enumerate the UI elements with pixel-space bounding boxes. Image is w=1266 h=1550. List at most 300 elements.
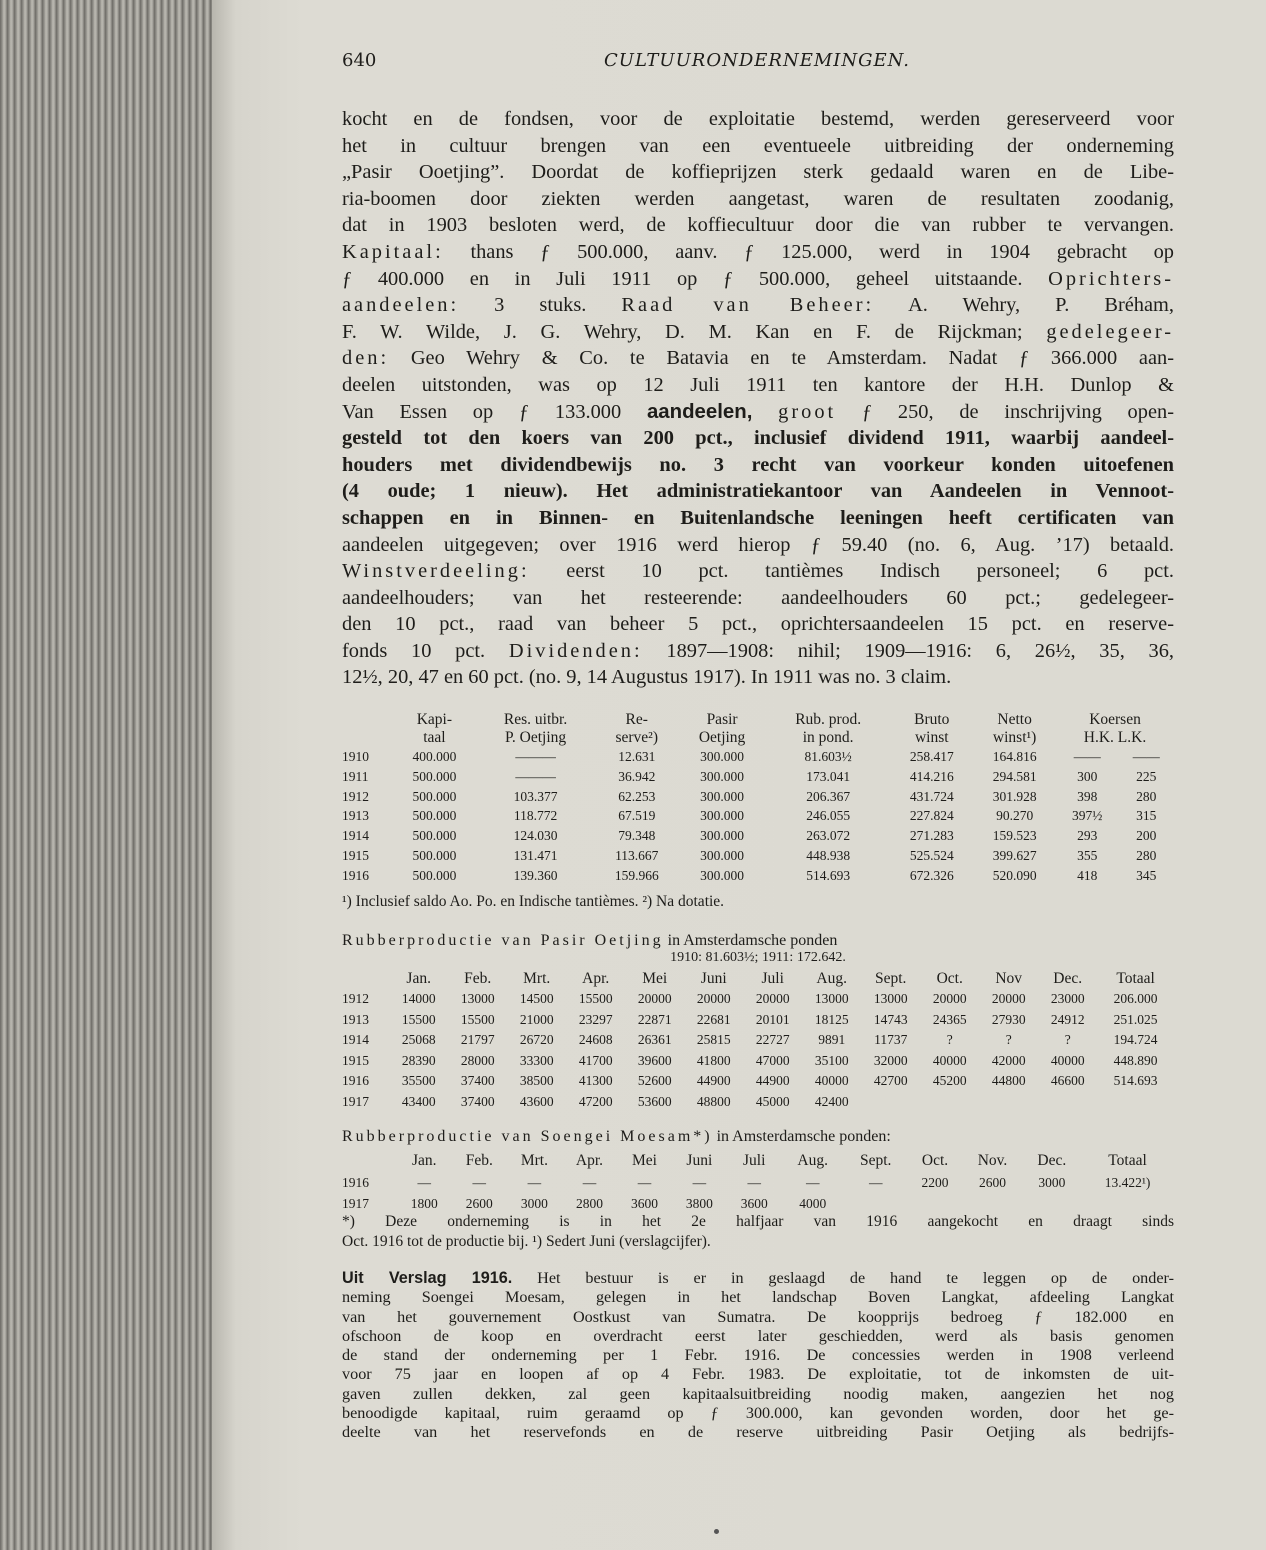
- text-run: de stand der onderneming per 1 Febr. 1916. De concessies werden in 1908 verleend: [342, 1346, 1174, 1365]
- production-table-footnote: [342, 1212, 1174, 1252]
- table-cell: [962, 1193, 1022, 1214]
- table-cell: 46600: [1050, 1073, 1085, 1088]
- row-year: 1917: [342, 1196, 369, 1211]
- column-header: Oct.: [921, 1152, 949, 1169]
- table-cell: 672.326: [909, 867, 954, 883]
- table-cell: 164.816: [992, 749, 1037, 764]
- book-page-edges: [0, 0, 212, 1550]
- production-table-subtitle: 1910: 81.603½; 1911: 172.642.: [670, 950, 846, 965]
- column-header: [342, 711, 393, 747]
- table-cell: 113.667: [615, 847, 659, 863]
- table-cell: 41800: [696, 1052, 731, 1068]
- text-run: 12½, 20, 47 en 60 pct. (no. 9, 14 Augustus 1917). In 1911 was no. 3 claim.: [342, 666, 952, 689]
- text-run: ƒ 400.000 en in Juli 1911 op ƒ 500.000, geheel uitstaande.: [342, 267, 1049, 290]
- table-cell: 40000: [932, 1052, 967, 1068]
- table-row: [342, 1071, 1174, 1092]
- text-line: [342, 664, 1174, 691]
- text-run: aandeelhouders; van het resteerende: aandeelhouders 60 pct.; gedelegeer-: [342, 586, 1174, 609]
- column-header: Jan.: [406, 970, 431, 987]
- table-cell: 514.693: [806, 867, 851, 883]
- table-cell: 24365: [932, 1011, 967, 1027]
- table-cell: ?: [1064, 1032, 1071, 1047]
- table-cell: 20000: [696, 991, 731, 1006]
- table-cell: 414.216: [909, 768, 954, 784]
- text-line: [342, 1269, 1174, 1288]
- table-cell: 300.000: [700, 808, 744, 824]
- table-cell: [979, 1092, 1038, 1113]
- table-cell: 53600: [637, 1093, 672, 1109]
- column-header: Mei: [631, 1152, 657, 1169]
- table-cell: 315: [1136, 808, 1157, 824]
- table-cell: 3000: [1038, 1175, 1066, 1190]
- text-run: 3 stuks.: [459, 294, 622, 317]
- table-cell: 20000: [991, 991, 1026, 1006]
- column-header: Nov: [995, 970, 1023, 987]
- table-cell: —: [582, 1175, 597, 1190]
- table-cell: 280: [1136, 788, 1157, 804]
- table-cell: 42000: [991, 1052, 1026, 1068]
- text-run: van het gouvernement Oostkust van Sumatra. De koopprijs bedroeg ƒ 182.000 en: [342, 1307, 1174, 1326]
- spaced-heading: gedelegeer-: [1046, 320, 1174, 343]
- spaced-heading: Oprichters-: [1048, 267, 1174, 290]
- text-line: [342, 239, 1174, 266]
- text-run: eerst 10 pct. tantièmes Indisch personeel; 6 pct.: [529, 560, 1174, 583]
- section-heading: Uit Verslag 1916.: [342, 1269, 513, 1287]
- table-cell: 22681: [696, 1011, 731, 1027]
- table-cell: 45000: [755, 1093, 790, 1109]
- row-year: 1912: [342, 991, 369, 1006]
- column-header: Mrt.: [523, 970, 551, 987]
- table-cell: [1038, 1092, 1097, 1113]
- text-line: [342, 1346, 1174, 1365]
- table-cell: 40000: [1050, 1052, 1085, 1068]
- table-cell: 67.519: [618, 808, 656, 824]
- table-cell: 20101: [755, 1011, 790, 1027]
- column-header: [342, 969, 389, 989]
- table-cell: 500.000: [412, 867, 457, 883]
- text-line: [342, 611, 1174, 638]
- table-cell: 14000: [401, 991, 436, 1006]
- table-cell: —: [805, 1175, 820, 1190]
- text-run: thans ƒ 500.000, aanv. ƒ 125.000, werd in 1904 gebracht op: [443, 240, 1174, 263]
- column-header: Juni: [700, 970, 727, 987]
- table-cell: 36.942: [618, 768, 656, 784]
- text-run: den 10 pct., raad van beheer 5 pct., oprichtersaandeelen 15 pct. en reserve-: [342, 613, 1174, 636]
- table-cell: 13000: [814, 991, 849, 1006]
- text-run: (4 oude; 1 nieuw). Het administratiekantoor van Aandeelen in Vennoot-: [342, 480, 1174, 503]
- footnote-line: Oct. 1916 tot de productie bij. ¹) Sedert Juni (verslagcijfer).: [342, 1233, 711, 1250]
- table-cell: 525.524: [909, 847, 954, 863]
- table-cell: 52600: [637, 1073, 672, 1088]
- table-row: [342, 826, 1174, 846]
- column-header: Nov.: [977, 1152, 1008, 1169]
- column-header: Koersen H.K. L.K.: [1083, 711, 1147, 746]
- table-cell: 47200: [578, 1093, 613, 1109]
- table-cell: 3800: [685, 1196, 713, 1211]
- text-run: voor 75 jaar en loopen af op 4 Febr. 1983. De exploitatie, tot de inkomsten de uit-: [342, 1365, 1174, 1384]
- table-row: [342, 989, 1174, 1010]
- table-cell: 79.348: [618, 828, 656, 844]
- table-cell: 12.631: [618, 749, 656, 764]
- table-cell: 345: [1136, 867, 1157, 883]
- table-cell: 131.471: [513, 847, 558, 863]
- table-cell: 20000: [932, 991, 967, 1006]
- table-cell: ——: [1132, 749, 1160, 764]
- heading-rest: in Amsterdamsche ponden: [663, 932, 838, 949]
- verslag-paragraph: [342, 1269, 1174, 1443]
- table-cell: 300.000: [700, 749, 744, 764]
- table-cell: 194.724: [1113, 1032, 1158, 1047]
- table-cell: 124.030: [513, 828, 558, 844]
- table-cell: 514.693: [1113, 1073, 1158, 1088]
- column-header: Juni: [686, 1152, 713, 1169]
- text-line: [342, 1308, 1174, 1327]
- table-header-row: [342, 969, 1174, 989]
- text-line: [342, 159, 1174, 186]
- table-row: [342, 1030, 1174, 1051]
- table-cell: 35100: [814, 1052, 849, 1068]
- table-cell: 44800: [991, 1073, 1026, 1088]
- table-cell: 35500: [401, 1073, 436, 1088]
- table-cell: 500.000: [412, 828, 457, 844]
- table-cell: ?: [946, 1032, 953, 1047]
- table-cell: [1081, 1193, 1174, 1214]
- text-line: [342, 106, 1174, 133]
- table-header-row: [342, 1150, 1174, 1172]
- table-cell: 9891: [818, 1032, 846, 1047]
- table-cell: 293: [1077, 828, 1098, 844]
- table-cell: ———: [515, 749, 556, 764]
- column-header: Re- serve²): [615, 711, 658, 746]
- row-year: 1915: [342, 1052, 369, 1068]
- table-cell: —: [527, 1175, 542, 1190]
- running-title: CULTUURONDERNEMINGEN.: [604, 50, 910, 71]
- spaced-heading: den:: [342, 347, 390, 370]
- text-run: 1897—1908: nihil; 1909—1916: 6, 26½, 35, 36,: [642, 639, 1174, 662]
- text-line: [342, 372, 1174, 399]
- text-line: [342, 1404, 1174, 1423]
- text-run: [752, 401, 778, 423]
- table-cell: 22871: [637, 1011, 672, 1027]
- text-run: „Pasir Ooetjing”. Doordat de koffieprijzen sterk gedaald waren en de Libe-: [342, 161, 1174, 184]
- table-cell: 41300: [578, 1073, 613, 1088]
- row-year: 1913: [342, 808, 369, 824]
- table-cell: 13000: [460, 991, 495, 1006]
- financial-table: [342, 711, 1174, 886]
- text-line: [342, 1288, 1174, 1307]
- table-cell: 42700: [873, 1073, 908, 1088]
- page-header: [342, 50, 1172, 80]
- text-run: fonds 10 pct.: [342, 639, 509, 662]
- main-paragraph: [342, 106, 1174, 691]
- table-cell: 15500: [460, 1011, 495, 1027]
- table-cell: 300.000: [700, 788, 744, 804]
- row-year: 1916: [342, 1175, 369, 1190]
- text-line: [342, 1385, 1174, 1404]
- table-cell: 27930: [991, 1011, 1026, 1027]
- table-cell: 159.966: [614, 867, 659, 883]
- table-row: [342, 846, 1174, 866]
- table-cell: 400.000: [412, 749, 457, 764]
- table-cell: 300.000: [700, 847, 744, 863]
- text-line: [342, 558, 1174, 585]
- table-cell: 300.000: [700, 867, 744, 883]
- column-header: Kapi- taal: [416, 711, 453, 746]
- table-cell: 41700: [578, 1052, 613, 1068]
- table-row: [342, 1010, 1174, 1031]
- text-line: [342, 319, 1174, 346]
- column-header: Sept.: [859, 1152, 892, 1169]
- column-header: Res. uitbr. P. Oetjing: [503, 711, 568, 746]
- text-run: ria-boomen door ziekten werden aangetast, waren de resultaten zoodanig,: [342, 187, 1174, 210]
- row-year: 1917: [342, 1093, 369, 1109]
- column-header: Rub. prod. in pond.: [795, 711, 862, 746]
- spaced-heading: Rubberproductie van Soengei Moesam*): [342, 1128, 713, 1145]
- text-line: [342, 186, 1174, 213]
- table-cell: [1023, 1193, 1082, 1214]
- table-cell: —: [417, 1175, 432, 1190]
- table-cell: 2600: [465, 1196, 493, 1211]
- text-line: [342, 292, 1174, 319]
- table-cell: 40000: [814, 1073, 849, 1088]
- table-cell: 3600: [630, 1196, 658, 1211]
- table-cell: 33300: [519, 1052, 554, 1068]
- table-cell: 500.000: [412, 788, 457, 804]
- table-cell: 11737: [874, 1032, 908, 1047]
- text-line: [342, 399, 1174, 426]
- footnote-line: *) Deze onderneming is in het 2e halfjaar van 1916 aangekocht en draagt sinds: [342, 1213, 1174, 1230]
- table-row: [342, 806, 1174, 826]
- table-cell: 42400: [814, 1093, 849, 1109]
- text-run: aandeelen,: [646, 400, 753, 423]
- text-run: het in cultuur brengen van een eventueele uitbreiding der onderneming: [342, 134, 1174, 157]
- table-row: [342, 1193, 1174, 1214]
- text-run: Van Essen op ƒ 133.000: [342, 400, 647, 423]
- row-year: 1914: [342, 1032, 369, 1047]
- text-run: kocht en de fondsen, voor de exploitatie bestemd, werden gereserveerd voor: [342, 108, 1174, 130]
- table-cell: 225: [1136, 768, 1157, 784]
- table-cell: 13000: [873, 991, 908, 1006]
- table-cell: 62.253: [618, 788, 656, 804]
- table-cell: 39600: [637, 1052, 672, 1068]
- column-header: Juli: [742, 1152, 766, 1169]
- text-run: ofschoon de koop en overdracht eerst later geschiedden, werd als basis genomen: [342, 1326, 1174, 1345]
- table-cell: 398: [1077, 788, 1098, 804]
- table-cell: —: [472, 1175, 487, 1190]
- table-cell: —: [868, 1175, 883, 1190]
- table-cell: 200: [1136, 828, 1157, 844]
- table-row: [342, 787, 1174, 807]
- table-cell: 294.581: [992, 768, 1037, 784]
- table-header-row: [342, 711, 1174, 747]
- text-run: deelen uitstonden, was op 12 Juli 1911 ten kantore der H.H. Dunlop &: [342, 373, 1174, 396]
- table-cell: 251.025: [1113, 1011, 1158, 1027]
- column-header: Aug.: [797, 1152, 828, 1169]
- table-cell: 2200: [921, 1175, 949, 1190]
- table-cell: 44900: [755, 1073, 790, 1088]
- text-line: [342, 1423, 1174, 1442]
- row-year: 1916: [342, 1073, 369, 1088]
- print-speck: [714, 1529, 719, 1534]
- table-cell: 44900: [696, 1073, 731, 1088]
- table-cell: 43600: [519, 1093, 554, 1109]
- table-cell: 399.627: [992, 847, 1037, 863]
- text-line: [342, 638, 1174, 665]
- text-line: [342, 212, 1174, 239]
- table-cell: 24912: [1050, 1011, 1085, 1027]
- table-cell: 22727: [755, 1032, 790, 1047]
- text-run: Geo Wehry & Co. te Batavia en te Amsterdam. Nadat ƒ 366.000 aan-: [389, 347, 1174, 370]
- table-cell: ——: [1073, 749, 1101, 764]
- table-cell: 47000: [755, 1052, 790, 1068]
- column-header: Jan.: [412, 1152, 437, 1169]
- table-cell: 418: [1077, 867, 1098, 883]
- table-row: [342, 747, 1174, 767]
- column-header: Juli: [761, 970, 784, 987]
- table-cell: 18125: [814, 1011, 849, 1027]
- text-run: A. Wehry, P. Bréham,: [874, 294, 1174, 317]
- table-cell: 2800: [575, 1196, 603, 1211]
- column-header: Totaal: [1108, 1152, 1147, 1169]
- table-cell: 500.000: [412, 847, 457, 863]
- table-cell: 300: [1077, 768, 1098, 784]
- table-cell: 20000: [637, 991, 672, 1006]
- table-cell: 173.041: [806, 768, 851, 784]
- column-header: Feb.: [464, 970, 492, 987]
- table-cell: 263.072: [806, 828, 851, 844]
- table-cell: [844, 1193, 908, 1214]
- table-cell: 280: [1136, 847, 1157, 863]
- table-cell: 20000: [755, 991, 790, 1006]
- text-run: houders met dividendbewijs no. 3 recht van voorkeur konden uitoefenen: [342, 453, 1174, 476]
- table-cell: [920, 1092, 979, 1113]
- table-cell: 500.000: [412, 808, 457, 824]
- spaced-heading: Kapitaal:: [342, 240, 444, 263]
- column-header: Totaal: [1116, 970, 1155, 987]
- table-cell: 397½: [1072, 808, 1103, 824]
- table-cell: 4000: [799, 1196, 827, 1211]
- table-cell: 38500: [519, 1073, 554, 1088]
- table-cell: 118.772: [513, 808, 558, 824]
- table-cell: 26361: [637, 1032, 672, 1047]
- text-run: gesteld tot den koers van 200 pct., inclusief dividend 1911, waarbij aandeel-: [342, 427, 1174, 450]
- text-run: gaven zullen dekken, zal geen kapitaalsuitbreiding noodig maken, aangezien het nog: [342, 1384, 1174, 1403]
- table-cell: 301.928: [992, 788, 1037, 804]
- table-cell: 21797: [460, 1032, 495, 1047]
- table-cell: —: [747, 1175, 761, 1190]
- table-cell: 25068: [401, 1032, 436, 1047]
- text-run: schappen en in Binnen- en Buitenlandsche leeningen heeft certificaten van: [342, 506, 1174, 529]
- table-cell: 139.360: [513, 867, 558, 883]
- table-cell: 448.890: [1113, 1052, 1158, 1068]
- column-header: Pasir Oetjing: [698, 711, 746, 746]
- table-cell: 206.000: [1113, 991, 1158, 1006]
- table-cell: 90.270: [996, 808, 1034, 824]
- row-year: 1910: [342, 749, 369, 764]
- text-run: deelte van het reservefonds en de reserve uitbreiding Pasir Oetjing als bedrijfs-: [342, 1423, 1174, 1442]
- financial-table-footnote: ¹) Inclusief saldo Ao. Po. en Indische tantièmes. ²) Na dotatie.: [342, 893, 725, 910]
- column-header: Bruto winst: [914, 711, 950, 746]
- table-cell: 32000: [873, 1052, 908, 1068]
- table-cell: 26720: [519, 1032, 554, 1047]
- table-cell: 227.824: [909, 808, 954, 824]
- spaced-heading: Winstverdeeling:: [342, 560, 530, 583]
- column-header: Aug.: [816, 970, 847, 987]
- table-cell: 23297: [578, 1011, 613, 1027]
- spaced-heading: Raad van Beheer:: [621, 294, 875, 317]
- table-cell: 23000: [1050, 991, 1085, 1006]
- row-year: 1916: [342, 867, 369, 883]
- table-cell: ?: [1005, 1032, 1012, 1047]
- column-header: Dec.: [1037, 1152, 1067, 1169]
- text-line: [342, 505, 1174, 532]
- table-cell: [1097, 1092, 1174, 1113]
- production-table-title-pasir-oetjing: [342, 932, 1174, 950]
- page-number: 640: [342, 50, 377, 71]
- text-run: aandeelen uitgegeven; over 1916 werd hierop ƒ 59.40 (no. 6, Aug. ’17) betaald.: [342, 533, 1174, 556]
- column-header: Mei: [642, 970, 668, 987]
- text-line: [342, 133, 1174, 160]
- table-cell: 28390: [401, 1052, 436, 1068]
- table-row: [342, 1092, 1174, 1113]
- table-cell: [861, 1092, 920, 1113]
- table-cell: 355: [1077, 847, 1098, 863]
- table-cell: 14500: [519, 991, 554, 1006]
- spaced-heading: Rubberproductie van Pasir Oetjing: [342, 932, 664, 949]
- table-cell: 37400: [460, 1073, 495, 1088]
- table-cell: 448.938: [806, 847, 851, 863]
- text-line: [342, 478, 1174, 505]
- table-cell: 13.422¹): [1104, 1175, 1151, 1190]
- column-header: Dec.: [1053, 970, 1083, 987]
- row-year: 1912: [342, 788, 369, 804]
- text-run: dat in 1903 besloten werd, de koffiecultuur door die van rubber te vervangen.: [342, 214, 1174, 237]
- spaced-heading: groot: [778, 400, 837, 423]
- table-cell: 2600: [979, 1175, 1007, 1190]
- table-cell: —: [637, 1175, 652, 1190]
- table-row: [342, 767, 1174, 787]
- table-row: [342, 1051, 1174, 1072]
- table-cell: ———: [515, 768, 556, 784]
- spaced-heading: aandeelen:: [342, 294, 460, 317]
- table-cell: 300.000: [700, 768, 744, 784]
- table-row: [342, 1172, 1174, 1193]
- table-cell: 300.000: [700, 828, 744, 844]
- table-cell: 3600: [740, 1196, 768, 1211]
- column-header: [342, 1150, 397, 1172]
- text-run: neming Soengei Moesam, gelegen in het landschap Boven Langkat, afdeeling Langkat: [342, 1288, 1174, 1307]
- column-header: Oct.: [936, 970, 963, 987]
- table-cell: 24608: [578, 1032, 613, 1047]
- heading-rest: in Amsterdamsche ponden:: [712, 1128, 891, 1145]
- text-line: [342, 266, 1174, 293]
- text-run: F. W. Wilde, J. G. Wehry, D. M. Kan en F. de Rijckman;: [342, 320, 1047, 343]
- table-cell: 159.523: [992, 828, 1037, 844]
- row-year: 1913: [342, 1011, 369, 1027]
- row-year: 1915: [342, 847, 369, 863]
- table-row: [342, 866, 1174, 886]
- table-cell: 14743: [873, 1011, 908, 1027]
- table-cell: 15500: [578, 991, 613, 1006]
- table-cell: 246.055: [806, 808, 851, 824]
- table-cell: 45200: [932, 1073, 967, 1088]
- table-cell: 37400: [460, 1093, 495, 1109]
- column-header: Apr.: [582, 970, 610, 987]
- text-line: [342, 425, 1174, 452]
- table-cell: 431.724: [909, 788, 954, 804]
- table-cell: 1800: [410, 1196, 438, 1211]
- table-cell: 28000: [460, 1052, 495, 1068]
